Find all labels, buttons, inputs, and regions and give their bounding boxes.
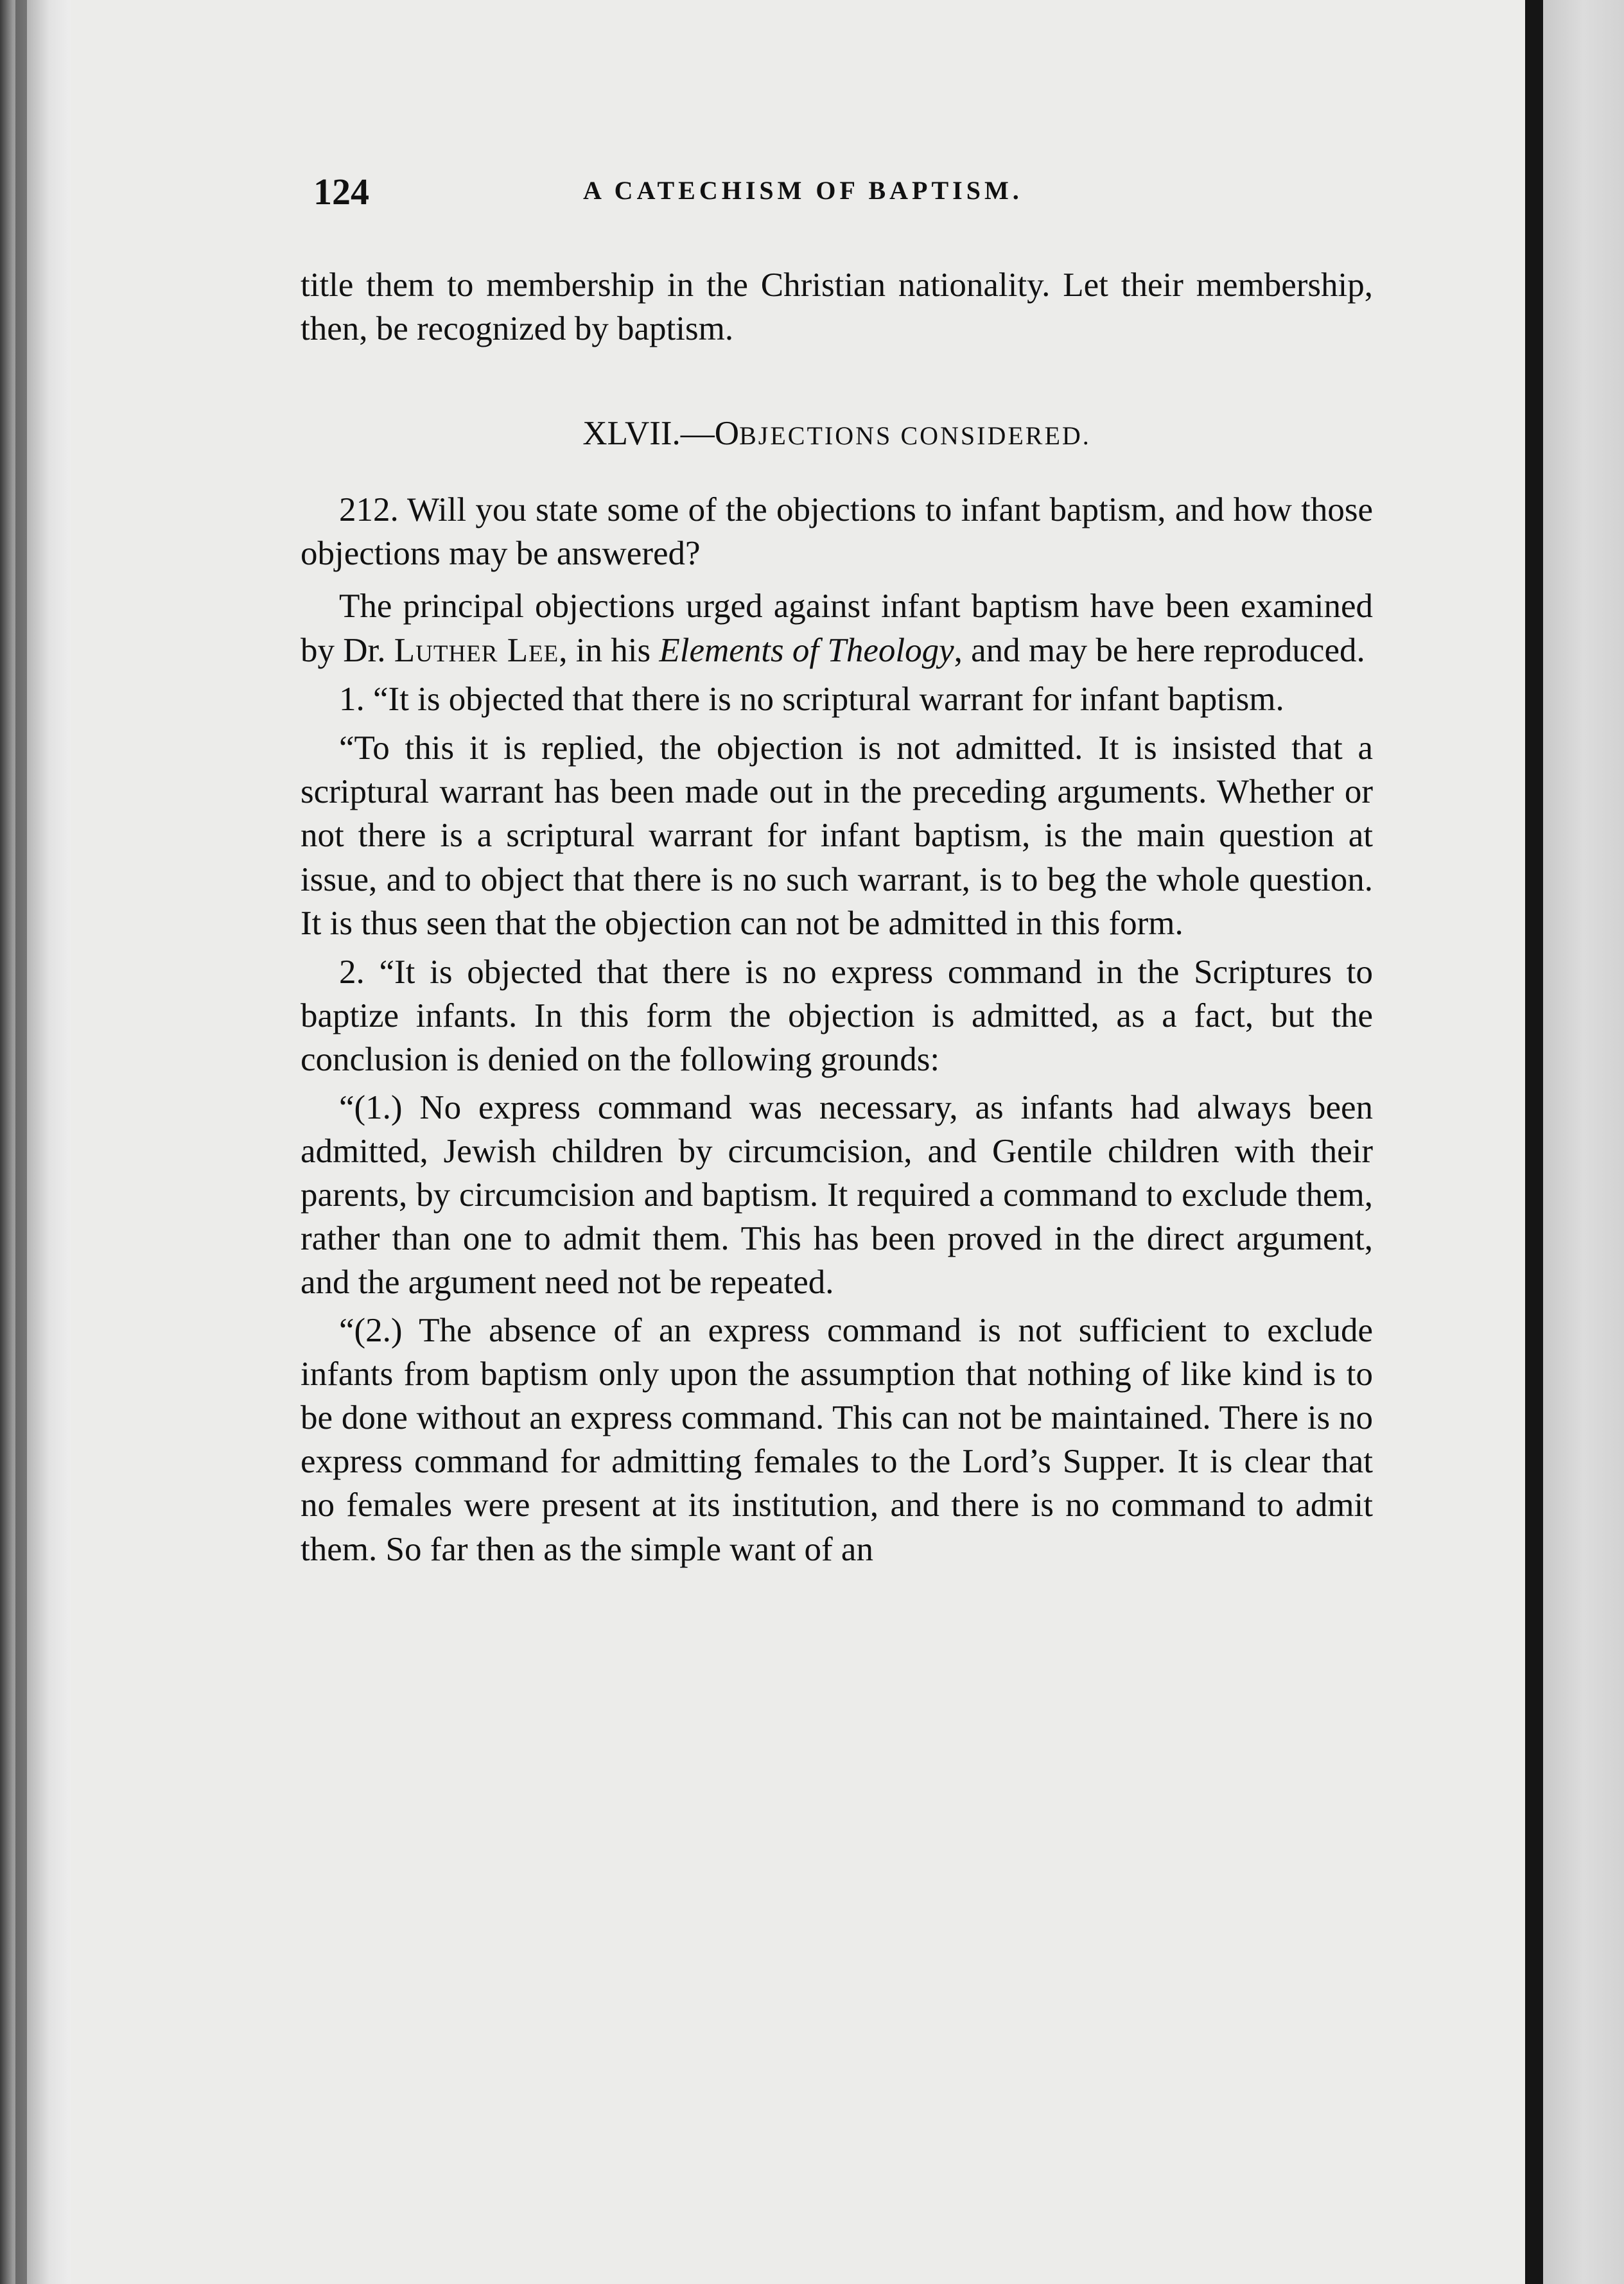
page-number: 124	[313, 171, 369, 213]
carryover-text: title them to membership in the Christian nationality. Let their membership, then, be recognized by baptism.	[301, 266, 1373, 348]
section-number: XLVII.	[582, 415, 681, 452]
work-title: Elements of Theology	[659, 631, 954, 669]
answer-intro-after: , and may be here reproduced.	[954, 631, 1365, 669]
main-body	[301, 488, 1373, 1571]
reply-1-paragraph: “To this it is replied, the objection is not admitted. It is insisted that a scriptural warrant has been made out in the preceding arguments. Whether or not there is a scriptural warrant for infant baptism, is the main question at issue, and to object that there is no such warrant, is to beg the whole question. It is thus seen that the objection can not be admitted in this form.	[301, 729, 1373, 942]
objection-2-paragraph: 2. “It is objected that there is no express command in the Scriptures to baptize infants. In this form the objection is admitted, as a fact, but the conclusion is denied on the following grounds:	[301, 954, 1373, 1079]
running-header	[313, 170, 1116, 222]
running-title: A CATECHISM OF BAPTISM.	[583, 176, 1023, 205]
section-heading	[301, 414, 1373, 453]
section-title-rest2: CONSIDERED.	[900, 421, 1091, 450]
point-1-paragraph: “(1.) No express command was necessary, as infants had always been admitted, Jewish children by circumcision, and Gentile children with their parents, by circumcision and baptism. It required a command to exclude them, rather than one to admit them. This has been proved in the direct argument, and the argument need not be repeated.	[301, 1088, 1373, 1302]
scan-left-edge	[0, 0, 71, 2284]
page-gutter	[1525, 0, 1543, 2284]
scan-right-edge	[1543, 0, 1624, 2284]
answer-intro-paragraph	[301, 584, 1373, 672]
carryover-paragraph	[301, 263, 1373, 351]
question-paragraph: 212. Will you state some of the objections to infant baptism, and how those objections may be answered?	[301, 491, 1373, 573]
objection-1-paragraph: 1. “It is objected that there is no scriptural warrant for infant baptism.	[339, 680, 1284, 718]
author-name: Luther Lee	[394, 631, 559, 669]
section-title-rest: BJECTIONS	[739, 421, 893, 450]
point-2-paragraph: “(2.) The absence of an express command is not sufficient to exclude infants from baptism only upon the assumption that nothing of like kind is to be done without an express command. This can not be maintained. There is no express command for admitting females to the Lord’s Supper. It is clear that no females were present at its institution, and there is no command to admit them. So far then as the simple want of an	[301, 1311, 1373, 1568]
answer-intro-before: The principal objections urged against infant baptism have been examined by Dr.	[301, 588, 1373, 669]
answer-intro-middle: , in his	[559, 631, 659, 669]
section-dash: —	[680, 415, 715, 452]
section-title-cap: O	[714, 415, 740, 452]
